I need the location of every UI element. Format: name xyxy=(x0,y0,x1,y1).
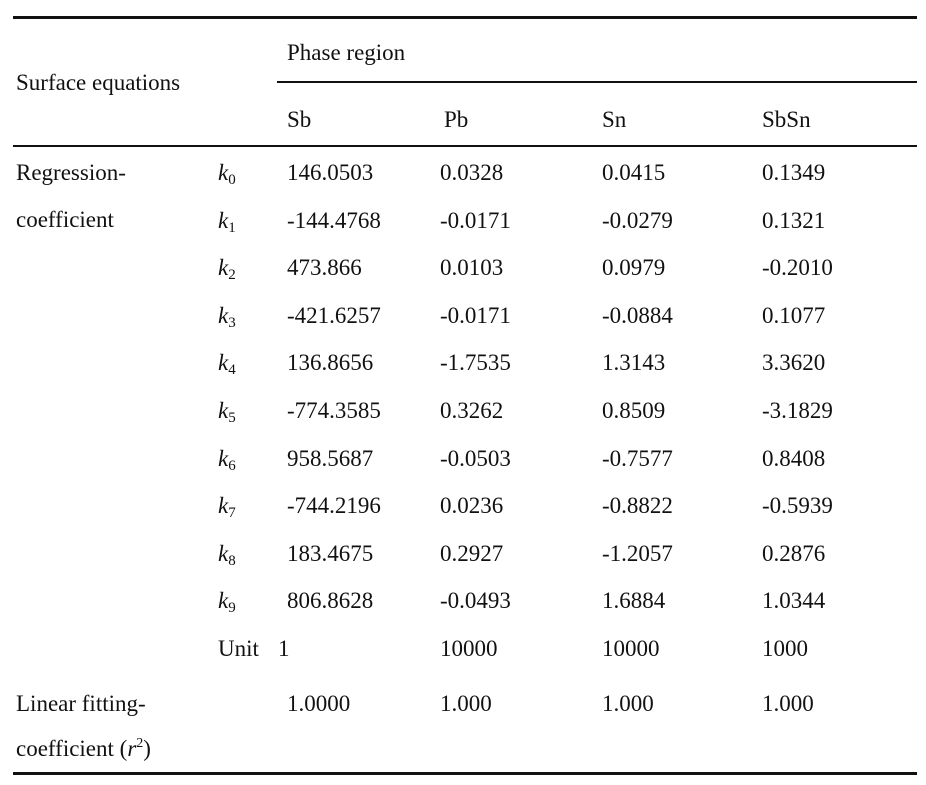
cell-sbsn: 0.1077 xyxy=(762,303,826,328)
cell-pb: -0.0503 xyxy=(440,446,511,471)
cell-pb: 0.0328 xyxy=(440,160,504,185)
cell-sbsn: 0.1349 xyxy=(762,160,826,185)
linear-fit-value-sb: 1.0000 xyxy=(287,691,351,716)
cell-sbsn: 0.8408 xyxy=(762,446,826,471)
cell-sb: -774.3585 xyxy=(287,398,381,423)
coefficient-symbol: $k_9$ xyxy=(218,588,236,616)
coefficient-symbol: $k_3$ xyxy=(218,303,236,331)
cell-pb: 0.2927 xyxy=(440,541,504,566)
coefficient-symbol: $k_6$ xyxy=(218,446,236,474)
linear-fit-value-pb: 1.000 xyxy=(440,691,492,716)
header-group-label: Phase region xyxy=(287,40,406,65)
cell-pb: 0.0236 xyxy=(440,493,504,518)
cell-sn: 0.0415 xyxy=(602,160,666,185)
cell-sn: 1.6884 xyxy=(602,588,666,613)
column-header-pb: Pb xyxy=(444,107,469,132)
coefficient-symbol: $k_8$ xyxy=(218,541,236,569)
cell-sb: 958.5687 xyxy=(287,446,374,471)
cell-sbsn: -0.2010 xyxy=(762,255,833,280)
cell-sb: 806.8628 xyxy=(287,588,374,613)
cell-sb: 183.4675 xyxy=(287,541,374,566)
coefficient-symbol: $k_2$ xyxy=(218,255,236,283)
cell-sb: -744.2196 xyxy=(287,493,381,518)
unit-value-sb: 1 xyxy=(278,636,290,661)
top-rule xyxy=(13,16,917,19)
coefficient-symbol: $k_4$ xyxy=(218,350,236,378)
header-rule xyxy=(13,145,917,147)
cell-sb: 146.0503 xyxy=(287,160,374,185)
cell-sn: 1.3143 xyxy=(602,350,666,375)
cell-sbsn: 3.3620 xyxy=(762,350,826,375)
cell-sb: -144.4768 xyxy=(287,208,381,233)
cell-sb: 473.866 xyxy=(287,255,362,280)
cell-sn: 0.8509 xyxy=(602,398,666,423)
cell-pb: 0.0103 xyxy=(440,255,504,280)
cell-pb: -0.0171 xyxy=(440,208,511,233)
phase-region-rule xyxy=(277,81,917,83)
coefficient-symbol: $k_7$ xyxy=(218,493,236,521)
regression-label-line1: Regression- xyxy=(16,160,126,185)
coefficient-symbol: $k_1$ xyxy=(218,208,236,236)
regression-label-line2: coefficient xyxy=(16,207,114,232)
coefficient-symbol: $k_5$ xyxy=(218,398,236,426)
header-row-label: Surface equations xyxy=(16,70,181,95)
cell-sb: 136.8656 xyxy=(287,350,374,375)
cell-sbsn: 0.1321 xyxy=(762,208,826,233)
cell-sn: -0.8822 xyxy=(602,493,673,518)
cell-sn: -0.0884 xyxy=(602,303,673,328)
cell-sn: 0.0979 xyxy=(602,255,666,280)
cell-pb: 0.3262 xyxy=(440,398,504,423)
unit-value-pb: 10000 xyxy=(440,636,498,661)
cell-sbsn: -3.1829 xyxy=(762,398,833,423)
cell-sbsn: 1.0344 xyxy=(762,588,826,613)
linear-fit-label-line1: Linear fitting- xyxy=(16,691,146,716)
unit-row-label: Unit xyxy=(218,636,259,661)
column-header-sb: Sb xyxy=(287,107,312,132)
cell-pb: -1.7535 xyxy=(440,350,511,375)
cell-pb: -0.0493 xyxy=(440,588,511,613)
linear-fit-label-line2: coefficient $(r^2)$ xyxy=(16,736,151,761)
cell-pb: -0.0171 xyxy=(440,303,511,328)
cell-sbsn: -0.5939 xyxy=(762,493,833,518)
unit-value-sbsn: 1000 xyxy=(762,636,808,661)
linear-fit-value-sbsn: 1.000 xyxy=(762,691,814,716)
column-header-sn: Sn xyxy=(602,107,627,132)
cell-sn: -0.0279 xyxy=(602,208,673,233)
cell-sn: -1.2057 xyxy=(602,541,673,566)
cell-sn: -0.7577 xyxy=(602,446,673,471)
cell-sb: -421.6257 xyxy=(287,303,381,328)
coefficient-symbol: $k_0$ xyxy=(218,160,236,188)
bottom-rule xyxy=(13,772,917,775)
column-header-sbsn: SbSn xyxy=(762,107,811,132)
unit-value-sn: 10000 xyxy=(602,636,660,661)
linear-fit-value-sn: 1.000 xyxy=(602,691,654,716)
cell-sbsn: 0.2876 xyxy=(762,541,826,566)
